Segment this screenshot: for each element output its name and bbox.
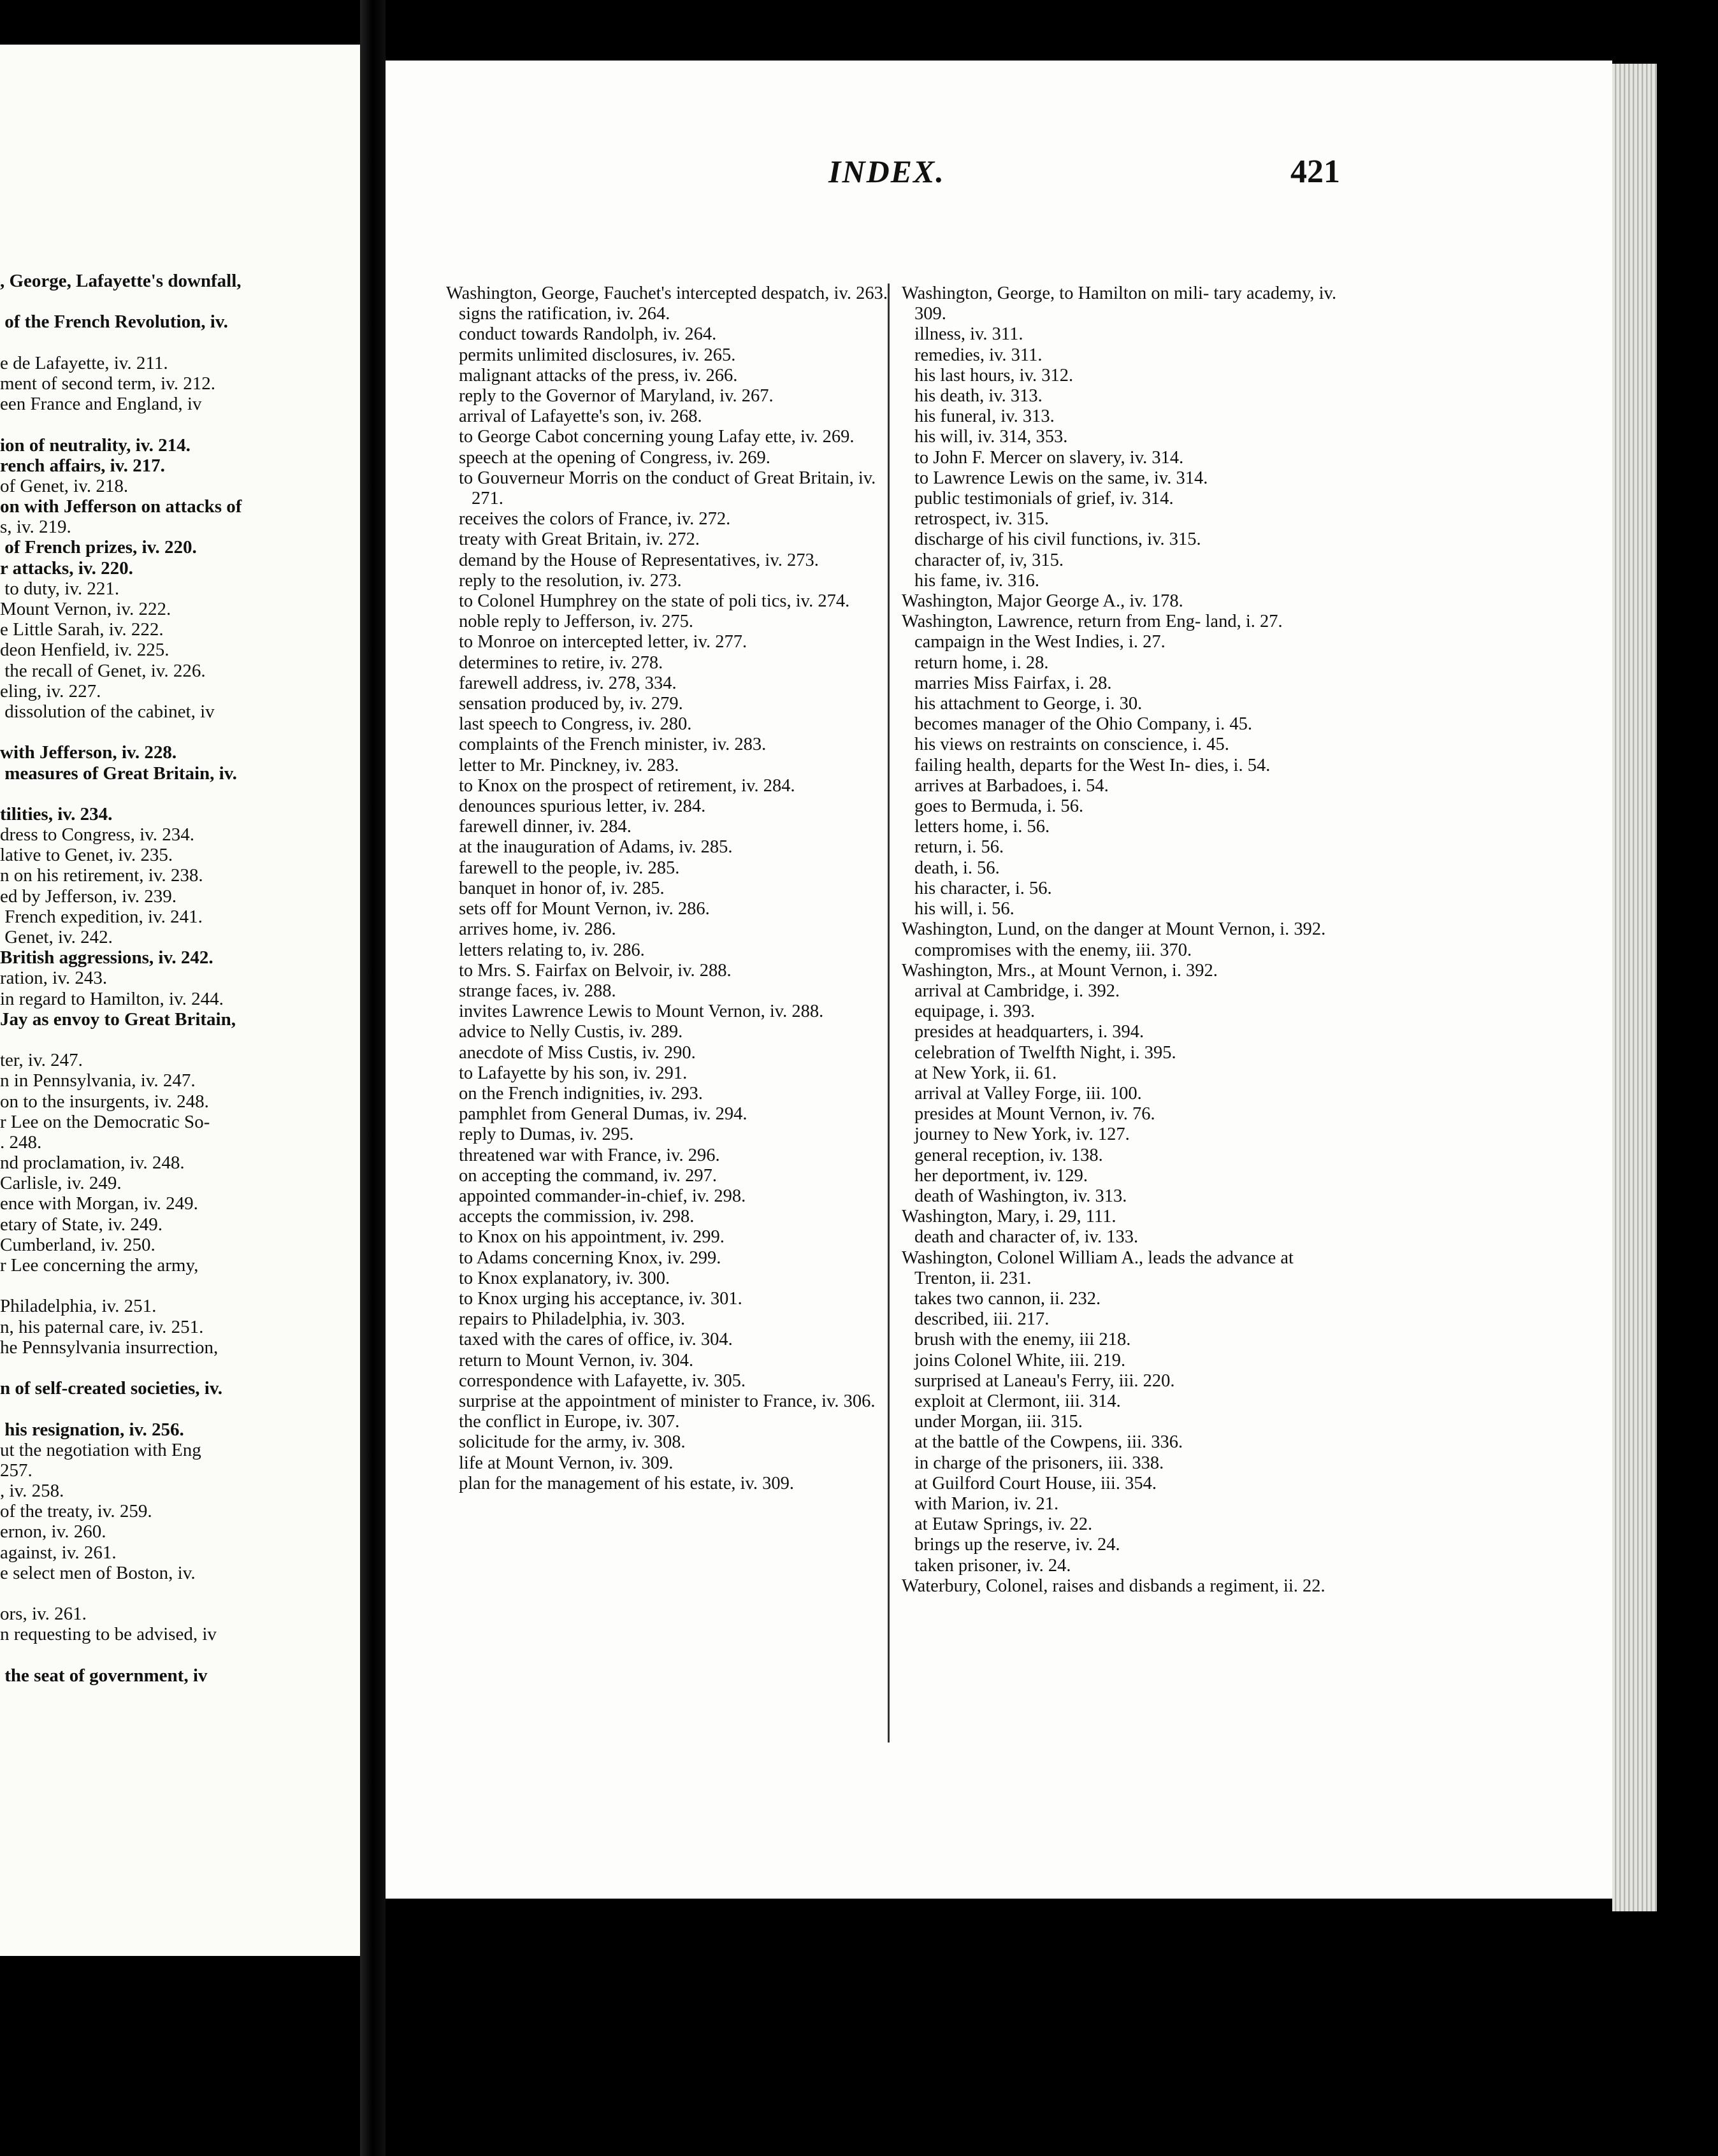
left-page-line	[0, 333, 357, 353]
left-page-line: rench affairs, iv. 217.	[0, 455, 165, 476]
index-subentry: arrival at Valley Forge, iii. 100.	[914, 1083, 1142, 1103]
left-page-line	[0, 1398, 357, 1419]
index-subentry: to Knox on the prospect of retirement, iv. 284.	[459, 775, 795, 796]
running-header: INDEX.	[828, 154, 945, 189]
left-page-line: with Jefferson, iv. 228.	[0, 742, 177, 763]
index-subentry: to John F. Mercer on slavery, iv. 314.	[914, 447, 1184, 468]
index-subentry: advice to Nelly Custis, iv. 289.	[459, 1022, 683, 1042]
index-subentry: farewell dinner, iv. 284.	[459, 817, 632, 837]
index-subentry: permits unlimited disclosures, iv. 265.	[459, 345, 736, 365]
index-subentry: reply to Dumas, iv. 295.	[459, 1125, 634, 1145]
index-subentry: taken prisoner, iv. 24.	[914, 1555, 1071, 1576]
index-subentry: journey to New York, iv. 127.	[914, 1125, 1130, 1145]
left-page-line: e select men of Boston, iv.	[0, 1562, 196, 1583]
left-page-line: on to the insurgents, iv. 248.	[0, 1091, 209, 1112]
index-subentry: malignant attacks of the press, iv. 266.	[459, 365, 738, 385]
left-page-line: of the French Revolution, iv.	[0, 312, 228, 333]
left-page-line: French expedition, iv. 241.	[0, 906, 203, 927]
left-page-line: ion of neutrality, iv. 214.	[0, 435, 191, 456]
index-subentry: appointed commander-in-chief, iv. 298.	[459, 1186, 746, 1206]
left-page-line: n requesting to be advised, iv	[0, 1624, 217, 1645]
left-page-line	[0, 1645, 357, 1665]
left-page-line: . 248.	[0, 1132, 42, 1153]
left-page-line: Jay as envoy to Great Britain,	[0, 1009, 236, 1030]
index-subentry: signs the ratification, iv. 264.	[459, 304, 670, 324]
left-page-line: , George, Lafayette's downfall,	[0, 271, 242, 291]
index-subentry: death of Washington, iv. 313.	[914, 1186, 1127, 1206]
left-page-line: Cumberland, iv. 250.	[0, 1234, 155, 1255]
index-entry-heading: Washington, Colonel William A., leads the advance at Trenton, ii. 231.	[902, 1247, 1294, 1288]
index-subentry: to Monroe on intercepted letter, iv. 277.	[459, 632, 747, 652]
left-page-line: deon Henfield, iv. 225.	[0, 640, 170, 661]
index-subentry: strange faces, iv. 288.	[459, 981, 616, 1001]
index-subentry: conduct towards Randolph, iv. 264.	[459, 324, 717, 345]
left-page-line: he Pennsylvania insurrection,	[0, 1337, 219, 1358]
index-subentry: reply to the resolution, iv. 273.	[459, 570, 682, 591]
left-page-line: Carlisle, iv. 249.	[0, 1173, 122, 1194]
index-subentry: to George Cabot concerning young Lafay ette, iv. 269.	[459, 427, 855, 447]
left-page-line: eling, iv. 227.	[0, 680, 101, 701]
index-entry-heading: Washington, Major George A., iv. 178.	[902, 591, 1183, 612]
left-page-line: n on his retirement, iv. 238.	[0, 865, 203, 886]
index-subentry: banquet in honor of, iv. 285.	[459, 878, 665, 898]
page-number: 421	[1290, 154, 1340, 190]
index-subentry: in charge of the prisoners, iii. 338.	[914, 1453, 1164, 1473]
index-subentry: arrival at Cambridge, i. 392.	[914, 981, 1120, 1001]
index-subentry: denounces spurious letter, iv. 284.	[459, 796, 706, 817]
left-page-line: ter, iv. 247.	[0, 1050, 83, 1071]
index-subentry: death, i. 56.	[914, 858, 1000, 878]
index-subentry: the conflict in Europe, iv. 307.	[459, 1412, 680, 1432]
index-subentry: speech at the opening of Congress, iv. 269.	[459, 447, 770, 468]
index-subentry: under Morgan, iii. 315.	[914, 1412, 1083, 1432]
index-subentry: brings up the reserve, iv. 24.	[914, 1535, 1120, 1555]
left-page-line: s, iv. 219.	[0, 517, 71, 538]
index-subentry: correspondence with Lafayette, iv. 305.	[459, 1370, 746, 1391]
index-subentry: to Lafayette by his son, iv. 291.	[459, 1063, 688, 1083]
index-entry-heading: Waterbury, Colonel, raises and disbands a regiment, ii. 22.	[902, 1576, 1325, 1596]
left-page-line: ed by Jefferson, iv. 239.	[0, 886, 177, 907]
index-subentry: his character, i. 56.	[914, 878, 1052, 898]
book-spine	[360, 0, 386, 2156]
index-subentry: life at Mount Vernon, iv. 309.	[459, 1453, 674, 1473]
index-subentry: his will, iv. 314, 353.	[914, 427, 1068, 447]
left-page-line: e de Lafayette, iv. 211.	[0, 352, 168, 373]
index-subentry: death and character of, iv. 133.	[914, 1227, 1139, 1247]
index-subentry: return home, i. 28.	[914, 652, 1049, 673]
index-subentry: sets off for Mount Vernon, iv. 286.	[459, 899, 710, 919]
index-subentry: with Marion, iv. 21.	[914, 1493, 1059, 1514]
left-page-line: dress to Congress, iv. 234.	[0, 824, 195, 845]
left-page-line: ut the negotiation with Eng	[0, 1439, 201, 1460]
left-page-line: to duty, iv. 221.	[0, 578, 120, 599]
index-subentry: his will, i. 56.	[914, 899, 1014, 919]
index-entry-heading: Washington, Mrs., at Mount Vernon, i. 392.	[902, 960, 1218, 981]
index-subentry: arrives at Barbadoes, i. 54.	[914, 775, 1109, 796]
index-subentry: brush with the enemy, iii 218.	[914, 1330, 1131, 1350]
index-column-1	[446, 284, 892, 1494]
page-edges	[1612, 64, 1657, 1911]
index-subentry: to Mrs. S. Fairfax on Belvoir, iv. 288.	[459, 960, 732, 981]
left-page-line: ernon, iv. 260.	[0, 1521, 106, 1542]
index-subentry: marries Miss Fairfax, i. 28.	[914, 673, 1112, 693]
index-subentry: farewell address, iv. 278, 334.	[459, 673, 677, 693]
index-subentry: his last hours, iv. 312.	[914, 365, 1074, 385]
index-entry-heading: Washington, Mary, i. 29, 111.	[902, 1207, 1116, 1227]
index-subentry: pamphlet from General Dumas, iv. 294.	[459, 1104, 747, 1125]
index-subentry: discharge of his civil functions, iv. 315.	[914, 529, 1201, 550]
index-subentry: invites Lawrence Lewis to Mount Vernon, iv. 288.	[459, 1002, 824, 1022]
index-subentry: his fame, iv. 316.	[914, 570, 1040, 591]
left-page-line: the recall of Genet, iv. 226.	[0, 660, 206, 681]
left-page-line: r Lee concerning the army,	[0, 1255, 199, 1276]
index-entry-heading: Washington, George, Fauchet's intercepted despatch, iv. 263.	[446, 284, 888, 303]
left-page-line: tilities, iv. 234.	[0, 803, 113, 824]
left-page-line: e Little Sarah, iv. 222.	[0, 619, 164, 640]
index-subentry: remedies, iv. 311.	[914, 345, 1043, 365]
left-page-line: 257.	[0, 1460, 32, 1481]
left-page-line: Philadelphia, iv. 251.	[0, 1296, 157, 1317]
index-subentry: treaty with Great Britain, iv. 272.	[459, 529, 700, 550]
index-subentry: to Gouverneur Morris on the conduct of Great Britain, iv. 271.	[459, 468, 876, 509]
left-page-line: Mount Vernon, iv. 222.	[0, 599, 171, 619]
left-page-line: lative to Genet, iv. 235.	[0, 845, 173, 866]
left-page-line: against, iv. 261.	[0, 1542, 117, 1563]
index-subentry: sensation produced by, iv. 279.	[459, 694, 683, 714]
index-subentry: presides at headquarters, i. 394.	[914, 1022, 1144, 1042]
index-subentry: at Eutaw Springs, iv. 22.	[914, 1514, 1093, 1535]
index-subentry: repairs to Philadelphia, iv. 303.	[459, 1309, 686, 1330]
left-page-line: of the treaty, iv. 259.	[0, 1501, 152, 1522]
left-page-line: of Genet, iv. 218.	[0, 475, 129, 496]
index-subentry: plan for the management of his estate, iv. 309.	[459, 1473, 795, 1493]
index-subentry: on the French indignities, iv. 293.	[459, 1083, 703, 1103]
left-page-line	[0, 1276, 357, 1296]
left-page-line: n, his paternal care, iv. 251.	[0, 1316, 204, 1337]
index-subentry: reply to the Governor of Maryland, iv. 267.	[459, 386, 774, 406]
index-subentry: goes to Bermuda, i. 56.	[914, 796, 1084, 817]
left-page-line	[0, 784, 357, 804]
column-divider	[888, 284, 890, 1743]
index-subentry: at the inauguration of Adams, iv. 285.	[459, 837, 733, 858]
index-subentry: surprised at Laneau's Ferry, iii. 220.	[914, 1370, 1175, 1391]
index-subentry: to Knox explanatory, iv. 300.	[459, 1268, 670, 1288]
index-subentry: her deportment, iv. 129.	[914, 1165, 1088, 1186]
left-page-line: , iv. 258.	[0, 1481, 64, 1502]
index-subentry: to Colonel Humphrey on the state of poli tics, iv. 274.	[459, 591, 850, 612]
index-subentry: taxed with the cares of office, iv. 304.	[459, 1330, 733, 1350]
left-page-line: his resignation, iv. 256.	[0, 1419, 184, 1440]
index-entry-heading: Washington, George, to Hamilton on mili- tary academy, iv. 309.	[902, 284, 1337, 324]
index-subentry: to Knox on his appointment, iv. 299.	[459, 1227, 725, 1247]
index-subentry: his attachment to George, i. 30.	[914, 694, 1143, 714]
left-page-line: Genet, iv. 242.	[0, 927, 113, 947]
index-subentry: his funeral, iv. 313.	[914, 406, 1055, 427]
index-subentry: threatened war with France, iv. 296.	[459, 1145, 720, 1165]
left-page	[0, 45, 360, 1956]
index-subentry: arrival of Lafayette's son, iv. 268.	[459, 406, 702, 427]
left-page-line: measures of Great Britain, iv.	[0, 763, 237, 784]
index-subentry: public testimonials of grief, iv. 314.	[914, 489, 1174, 509]
index-subentry: arrives home, iv. 286.	[459, 919, 616, 940]
left-page-line: ence with Morgan, iv. 249.	[0, 1193, 198, 1214]
index-subentry: at the battle of the Cowpens, iii. 336.	[914, 1432, 1183, 1453]
index-subentry: complaints of the French minister, iv. 283.	[459, 735, 767, 755]
left-page-line: ors, iv. 261.	[0, 1604, 87, 1625]
index-subentry: his views on restraints on conscience, i. 45.	[914, 735, 1229, 755]
index-subentry: exploit at Clermont, iii. 314.	[914, 1391, 1121, 1411]
index-subentry: at New York, ii. 61.	[914, 1063, 1057, 1083]
index-subentry: at Guilford Court House, iii. 354.	[914, 1473, 1157, 1493]
index-subentry: solicitude for the army, iv. 308.	[459, 1432, 686, 1453]
left-page-line	[0, 1030, 357, 1050]
left-page-line: ration, iv. 243.	[0, 968, 108, 989]
left-page-line: nd proclamation, iv. 248.	[0, 1153, 185, 1174]
left-page-line	[0, 1583, 357, 1604]
index-subentry: letters home, i. 56.	[914, 817, 1050, 837]
index-subentry: demand by the House of Representatives, iv. 273.	[459, 550, 819, 570]
index-subentry: last speech to Congress, iv. 280.	[459, 714, 692, 735]
left-page-line: n in Pennsylvania, iv. 247.	[0, 1070, 196, 1091]
left-page-line	[0, 722, 357, 742]
index-subentry: compromises with the enemy, iii. 370.	[914, 940, 1192, 960]
index-subentry: determines to retire, iv. 278.	[459, 652, 663, 673]
index-subentry: becomes manager of the Ohio Company, i. 45.	[914, 714, 1253, 735]
index-entry-heading: Washington, Lund, on the danger at Mount Vernon, i. 392.	[902, 919, 1326, 940]
index-subentry: letters relating to, iv. 286.	[459, 940, 645, 960]
left-page-line: r attacks, iv. 220.	[0, 557, 133, 579]
index-entry-heading: Washington, Lawrence, return from Eng- land, i. 27.	[902, 612, 1283, 632]
left-page-line: British aggressions, iv. 242.	[0, 947, 213, 968]
index-subentry: campaign in the West Indies, i. 27.	[914, 632, 1166, 652]
left-page-line: on with Jefferson on attacks of	[0, 496, 242, 517]
index-subentry: illness, iv. 311.	[914, 324, 1023, 345]
index-subentry: farewell to the people, iv. 285.	[459, 858, 680, 878]
index-subentry: celebration of Twelfth Night, i. 395.	[914, 1042, 1176, 1063]
index-subentry: joins Colonel White, iii. 219.	[914, 1350, 1126, 1370]
left-page-line: in regard to Hamilton, iv. 244.	[0, 988, 224, 1009]
index-subentry: described, iii. 217.	[914, 1309, 1050, 1330]
left-page-line: n of self-created societies, iv.	[0, 1378, 222, 1399]
index-subentry: letter to Mr. Pinckney, iv. 283.	[459, 755, 679, 775]
left-page-line: ment of second term, iv. 212.	[0, 373, 215, 394]
left-page-line: een France and England, iv	[0, 394, 202, 415]
index-subentry: on accepting the command, iv. 297.	[459, 1165, 717, 1186]
index-subentry: noble reply to Jefferson, iv. 275.	[459, 612, 694, 632]
index-subentry: presides at Mount Vernon, iv. 76.	[914, 1104, 1155, 1125]
index-subentry: to Lawrence Lewis on the same, iv. 314.	[914, 468, 1208, 488]
left-page-index-column	[0, 271, 357, 1686]
index-subentry: equipage, i. 393.	[914, 1002, 1036, 1022]
index-subentry: character of, iv, 315.	[914, 550, 1064, 570]
index-subentry: return, i. 56.	[914, 837, 1004, 858]
left-page-line	[0, 414, 357, 435]
index-subentry: general reception, iv. 138.	[914, 1145, 1103, 1165]
left-page-line: dissolution of the cabinet, iv	[0, 701, 215, 722]
left-page-line: r Lee on the Democratic So-	[0, 1111, 210, 1132]
index-subentry: receives the colors of France, iv. 272.	[459, 509, 731, 529]
index-subentry: to Knox urging his acceptance, iv. 301.	[459, 1288, 742, 1309]
index-subentry: accepts the commission, iv. 298.	[459, 1207, 695, 1227]
index-subentry: failing health, departs for the West In- dies, i. 54.	[914, 755, 1271, 775]
left-page-line: the seat of government, iv	[0, 1665, 208, 1686]
index-subentry: retrospect, iv. 315.	[914, 509, 1050, 529]
left-page-line	[0, 291, 357, 312]
index-subentry: return to Mount Vernon, iv. 304.	[459, 1350, 694, 1370]
index-subentry: surprise at the appointment of minister to France, iv. 306.	[459, 1391, 876, 1411]
index-subentry: to Adams concerning Knox, iv. 299.	[459, 1247, 721, 1268]
left-page-line: of French prizes, iv. 220.	[0, 537, 197, 558]
left-page-line	[0, 1358, 357, 1378]
left-page-line: etary of State, iv. 249.	[0, 1214, 163, 1235]
index-subentry: takes two cannon, ii. 232.	[914, 1288, 1101, 1309]
index-column-2	[902, 284, 1348, 1597]
index-subentry: his death, iv. 313.	[914, 386, 1043, 406]
index-subentry: anecdote of Miss Custis, iv. 290.	[459, 1042, 696, 1063]
